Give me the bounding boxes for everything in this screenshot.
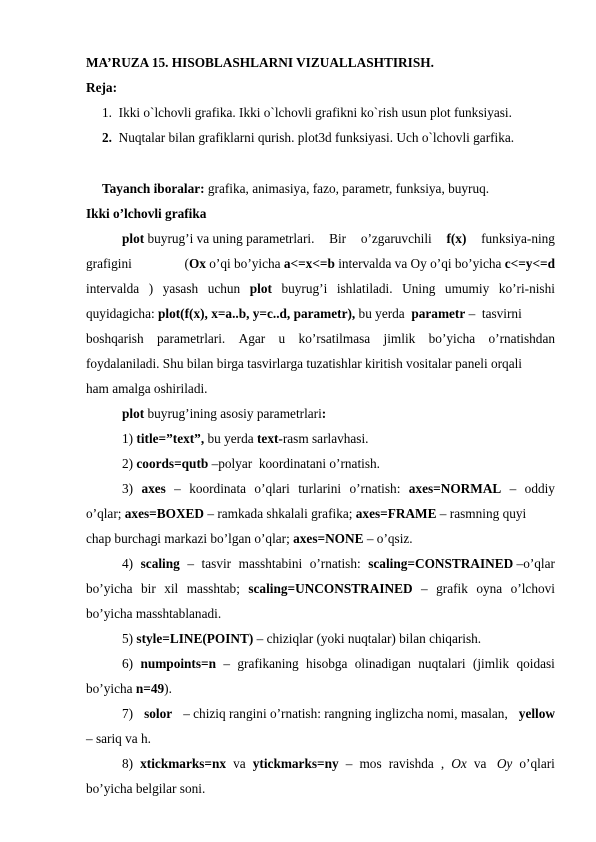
param-item-2: 2) coords=qutb –polyar koordinatani o’rnatish. — [122, 456, 380, 471]
key-terms: Tayanch iboralar: grafika, animasiya, fazo, parametr, funksiya, buyruq. — [102, 181, 490, 196]
plan-item-1: 1. Ikki o`lchovli grafika. Ikki o`lchovli grafikni ko`rish usun plot funksiyasi. — [102, 105, 512, 120]
param-item-3-cont: o’qlar; axes=BOXED – ramkada shkalali grafika; axes=FRAME – rasmning quyi — [86, 506, 527, 521]
paragraph-line: quyidagicha: plot(f(x), x=a..b, y=c..d, parametr), bu yerda parametr – tasvirni — [86, 306, 522, 321]
paragraph-line: boshqarish parametrlari. Agar u ko’rsatilmasa jimlik bo’yicha o’rnatishdan — [86, 331, 555, 346]
param-item-7-cont: – sariq va h. — [86, 731, 151, 746]
param-item-4-cont: bo’yicha bir xil masshtab; scaling=UNCONSTRAINED – grafik oyna o’lchovi — [86, 581, 555, 596]
param-item-5: 5) style=LINE(POINT) – chiziqlar (yoki nuqtalar) bilan chiqarish. — [122, 631, 482, 646]
params-intro: plot buyrug’ining asosiy parametrlari: — [122, 406, 327, 421]
param-item-7: 7) solor – chiziq rangini o’rnatish: rangning inglizcha nomi, masalan, yellow — [122, 706, 555, 721]
param-item-8-cont: bo’yicha belgilar soni. — [86, 781, 206, 796]
lecture-title: MA’RUZA 15. HISOBLASHLARNI VIZUALLASHTIRISH. — [86, 55, 434, 70]
param-item-6: 6) numpoints=n – grafikaning hisobga olinadigan nuqtalari (jimlik qoidasi — [122, 656, 555, 671]
param-item-4: 4) scaling – tasvir masshtabini o’rnatish: scaling=CONSTRAINED –o’qlar — [122, 556, 555, 571]
section-heading: Ikki o’lchovli grafika — [86, 206, 207, 221]
plan-label: Reja: — [86, 80, 118, 95]
paragraph-line: plot buyrug’i va uning parametrlari. Bir o’zgaruvchili f(x) funksiya-ning — [122, 231, 555, 246]
param-item-1: 1) title=”text”, bu yerda text-rasm sarlavhasi. — [122, 431, 369, 446]
param-item-8: 8) xtickmarks=nx va ytickmarks=ny – mos ravishda , Ox va Oy o’qlari — [122, 756, 555, 771]
plan-item-2: 2. Nuqtalar bilan grafiklarni qurish. plot3d funksiyasi. Uch o`lchovli garfika. — [102, 130, 515, 145]
param-item-3-cont: chap burchagi markazi bo’lgan o’qlar; axes=NONE – o’qsiz. — [86, 531, 413, 546]
param-item-4-cont: bo’yicha masshtablanadi. — [86, 606, 222, 621]
paragraph-line: grafigini (Ox o’qi bo’yicha a<=x<=b intervalda va Oy o’qi bo’yicha c<=y<=d — [86, 256, 555, 271]
paragraph-line: ham amalga oshiriladi. — [86, 381, 208, 396]
param-item-3: 3) axes – koordinata o’qlari turlarini o’rnatish: axes=NORMAL – oddiy — [122, 481, 555, 496]
paragraph-line: intervalda ) yasash uchun plot buyrug’i ishlatiladi. Uning umumiy ko’ri-nishi — [86, 281, 555, 296]
paragraph-line: foydalaniladi. Shu bilan birga tasvirlarga tuzatishlar kiritish vositalar paneli orqali — [86, 356, 522, 371]
param-item-6-cont: bo’yicha n=49). — [86, 681, 172, 696]
